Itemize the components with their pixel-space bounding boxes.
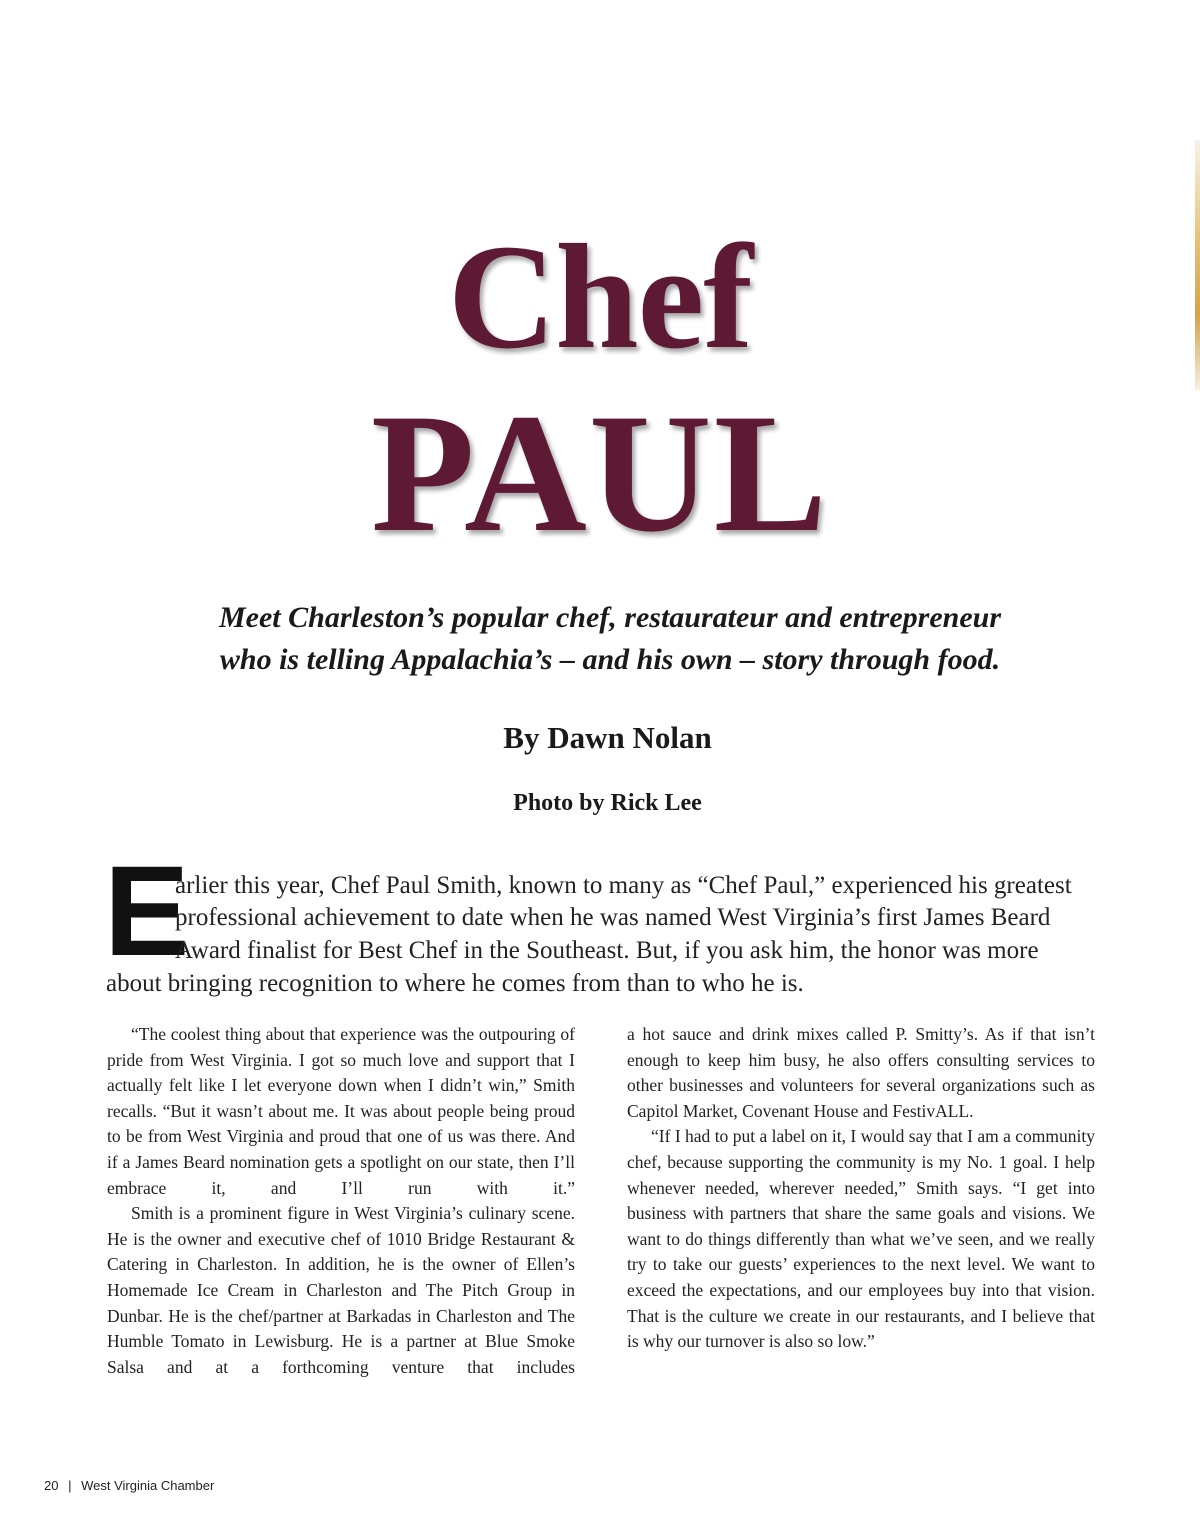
body-paragraph: “If I had to put a label on it, I would say that I am a community chef, because supporting the community is my No. 1 goal. I help whenever needed, wherever needed,” Smith says. “I get into business with partners that share the same goals and visions. We want to do things differently than what we’ve seen, and we really try to take our guests’ experiences to the next level. We want to exceed the expectations, and our employees buy into that vision. That is the culture we create in our restaurants, and I believe that is why our turnover is also so low.” [627, 1126, 1095, 1352]
subtitle-line-1: Meet Charleston’s popular chef, restaurateur and entrepreneur [218, 601, 1002, 634]
title-line-chef: Chef [447, 214, 753, 380]
byline: By Dawn Nolan [503, 720, 712, 755]
publication-name: West Virginia Chamber [81, 1478, 215, 1493]
footer-separator: | [68, 1478, 72, 1493]
drop-cap: E [104, 840, 190, 983]
body-column-left [107, 1022, 575, 1380]
lead-line-4: about bringing recognition to where he comes from than to who he is. [106, 970, 804, 997]
subtitle-line-2: who is telling Appalachia’s – and his own – story through food. [219, 643, 1001, 676]
lead-line-2: professional achievement to date when he was named West Virginia’s first James Beard [175, 904, 1051, 931]
lead-line-3: Award finalist for Best Chef in the Southeast. But, if you ask him, the honor was more [175, 937, 1039, 964]
lead-line-1: arlier this year, Chef Paul Smith, known to many as “Chef Paul,” experienced his greatest [175, 872, 1072, 899]
body-paragraph: Smith is a prominent figure in West Virginia’s culinary scene. He is the owner and executive chef of 1010 Bridge Restaurant & Catering in Charleston. In addition, he is the owner of Ellen’s Homemade Ice Cream in Charleston and The Pitch Group in Dunbar. He is the chef/partner at Barkadas in Charleston and The Humble Tomato in Lewisburg. He is a partner at Blue Smoke Salsa and at a forthcoming venture that includes [107, 1203, 575, 1377]
title-line-paul: PAUL [370, 379, 830, 567]
page-number: 20 [44, 1478, 59, 1493]
body-paragraph: “The coolest thing about that experience was the outpouring of pride from West Virginia. I got so much love and support that I actually felt like I let everyone down when I didn’t win,” Smith recalls. “But it wasn’t about me. It was about people being proud to be from West Virginia and proud that one of us was there. And if a James Beard nomination gets a spotlight on our state, then I’ll embrace it, and I’ll run with it.” [107, 1024, 575, 1198]
body-paragraph: a hot sauce and drink mixes called P. Smitty’s. As if that isn’t enough to keep him busy, he also offers consulting services to other businesses and volunteers for several organizations such as Capitol Market, Covenant House and FestivALL. [627, 1024, 1095, 1121]
subtitle [150, 597, 1070, 681]
photo-credit: Photo by Rick Lee [513, 790, 702, 816]
page-footer [44, 1478, 214, 1493]
body-column-right [627, 1022, 1095, 1355]
